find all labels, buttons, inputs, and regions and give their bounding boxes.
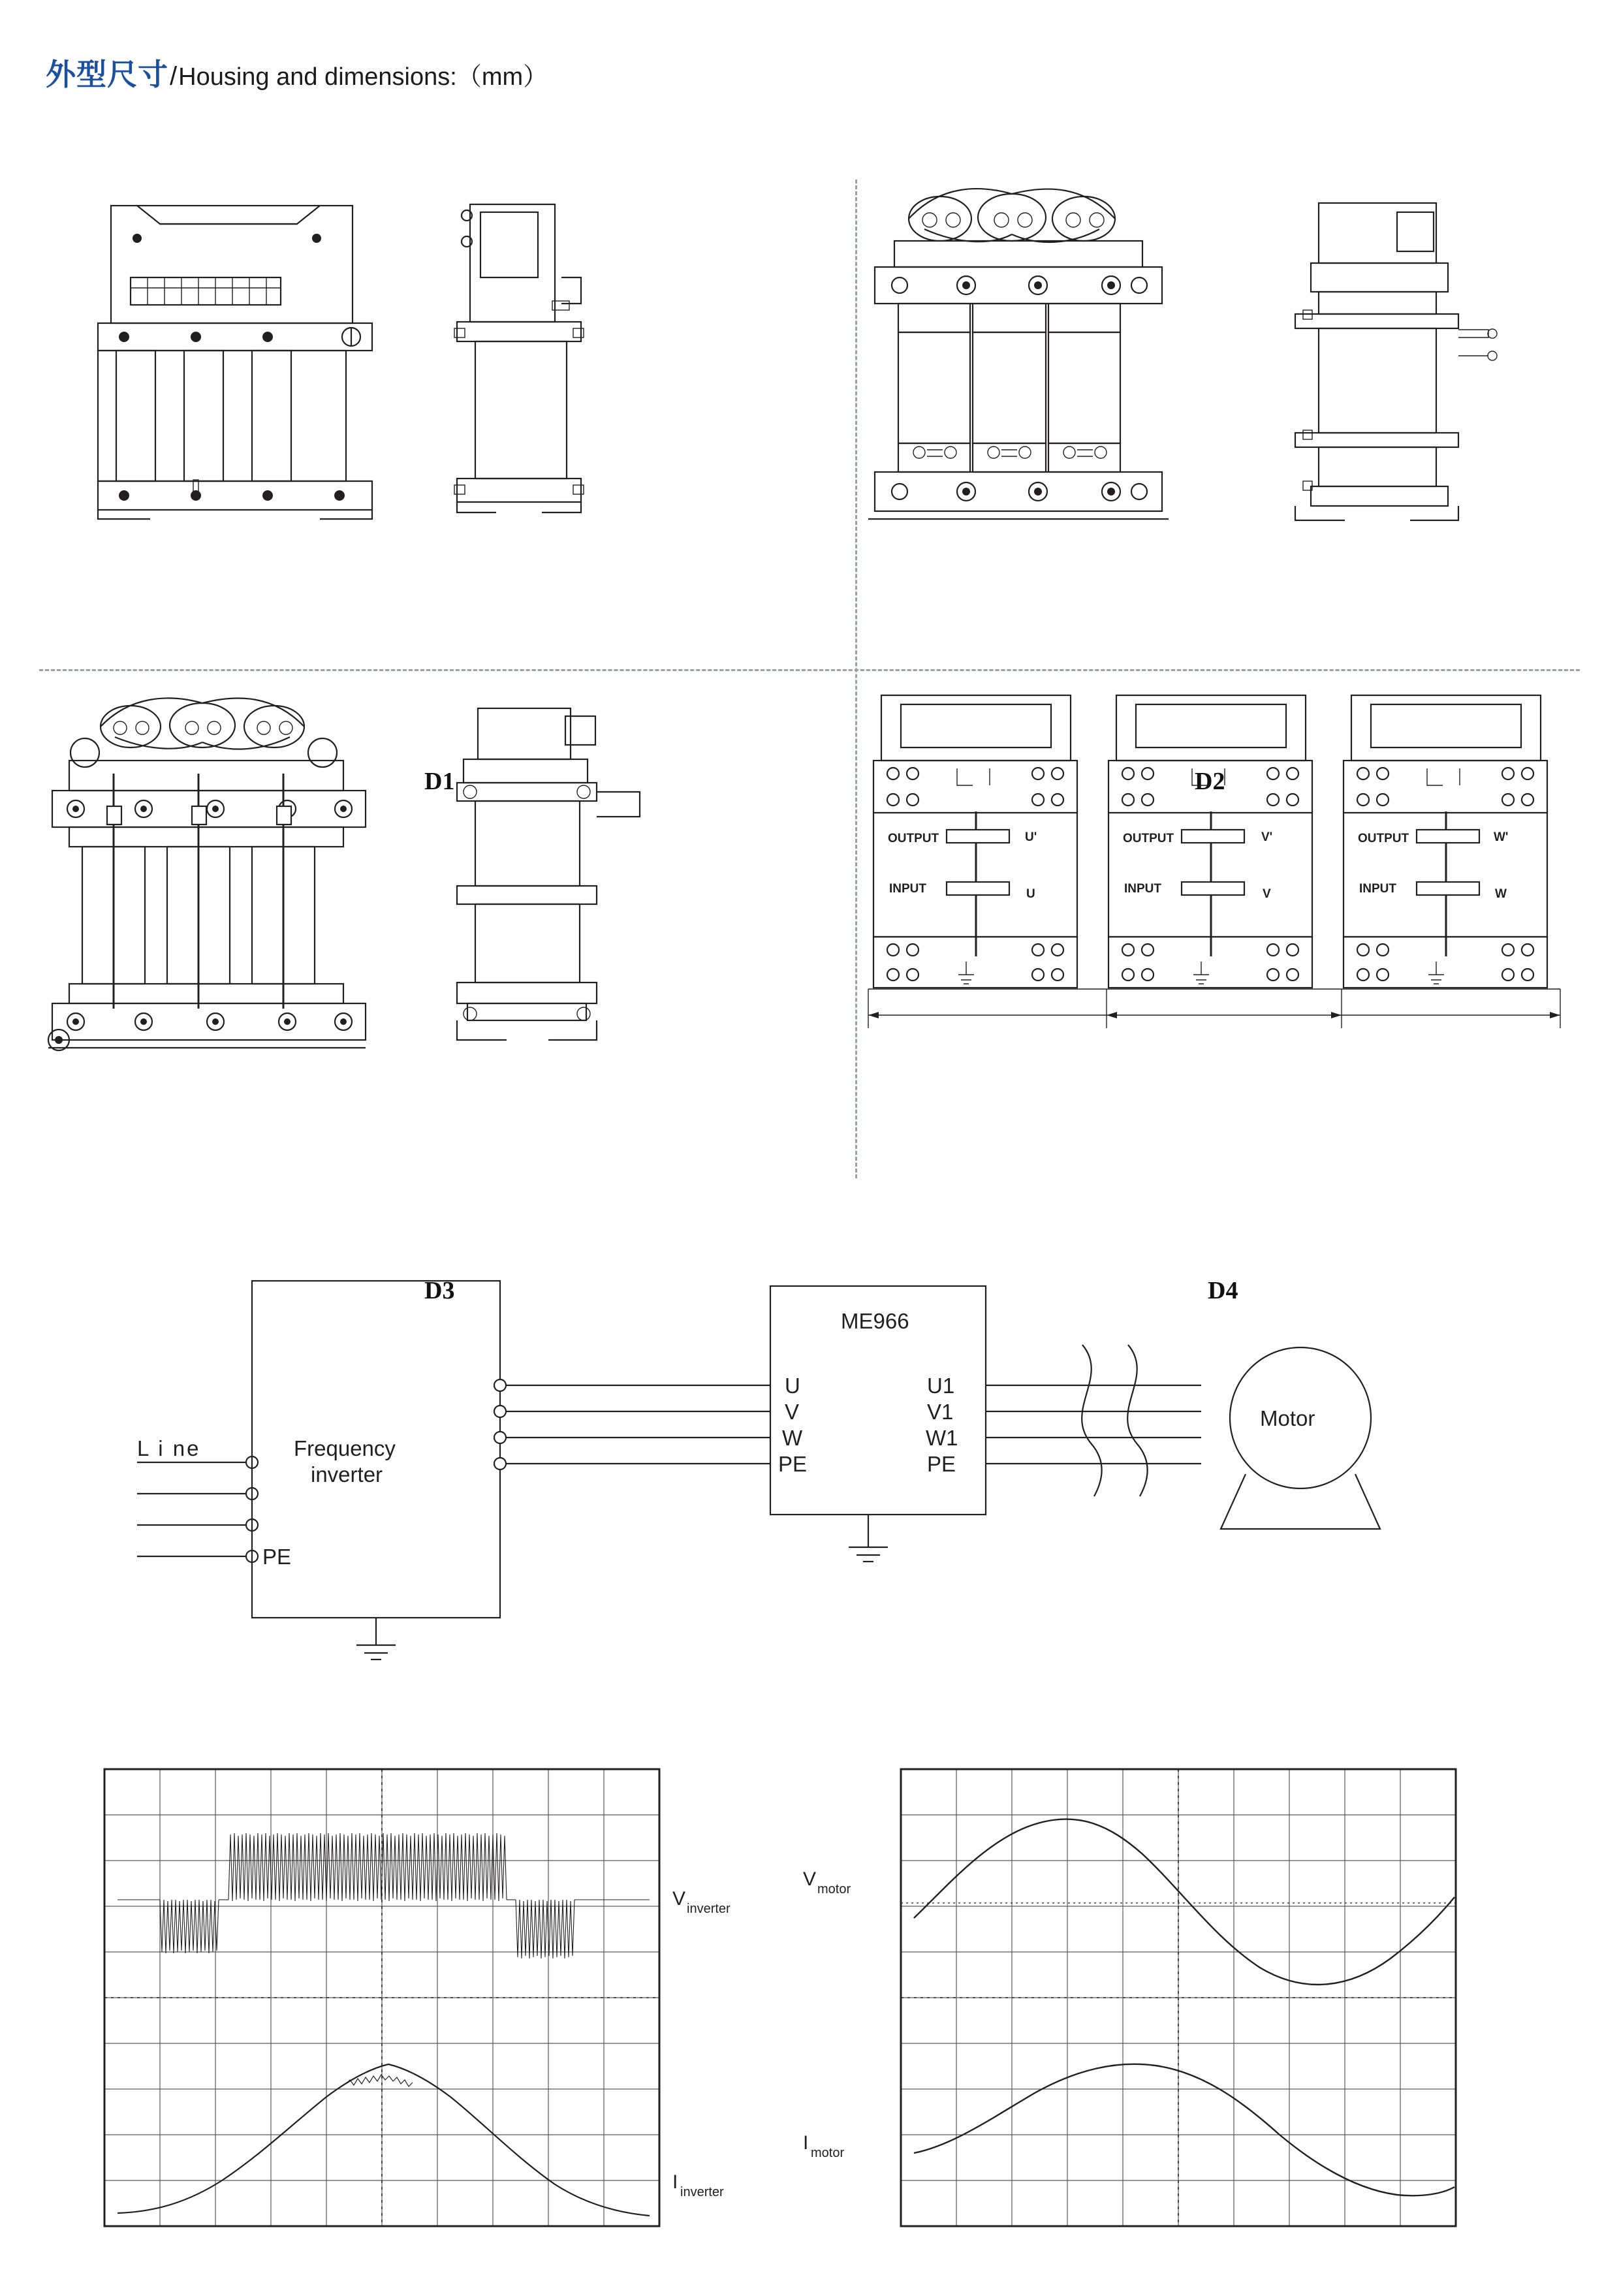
- filter-input-pe: PE: [778, 1452, 808, 1476]
- motor-label: Motor: [1260, 1406, 1315, 1430]
- svg-text:W': W': [1494, 830, 1509, 844]
- inverter-label-line1: Frequency: [294, 1436, 396, 1460]
- grid-vertical-divider: [855, 180, 857, 1178]
- filter-input-v: V: [785, 1400, 800, 1424]
- d3-front-view: [48, 698, 366, 1050]
- filter-block: [770, 1286, 986, 1562]
- d4-module-1: [873, 695, 1077, 988]
- filter-output-w1: W1: [926, 1426, 958, 1450]
- grid-horizontal-divider: [39, 669, 1580, 671]
- filter-output-u1: U1: [927, 1374, 955, 1398]
- inverter-label-line2: inverter: [311, 1462, 383, 1486]
- figure-d3: [39, 682, 810, 1178]
- d2-side-view: [1295, 203, 1497, 520]
- figure-label-d4: D4: [1208, 1277, 1238, 1304]
- line-pe-label: PE: [262, 1545, 292, 1569]
- frequency-inverter-block: [252, 1281, 500, 1659]
- filter-to-motor-cable: [986, 1345, 1201, 1496]
- svg-text:INPUT: INPUT: [889, 882, 926, 896]
- scope-right-trace2-sub: motor: [811, 2146, 845, 2160]
- scope-right-trace2-symbol: I: [803, 2132, 809, 2154]
- filter-label: ME966: [841, 1309, 909, 1333]
- filter-output-v1: V1: [927, 1400, 954, 1424]
- d3-side-view: [457, 708, 640, 1040]
- page-title: [46, 51, 548, 94]
- filter-output-pe: PE: [927, 1452, 956, 1476]
- page-title-separator: /: [170, 62, 178, 91]
- svg-text:OUTPUT: OUTPUT: [1358, 832, 1409, 845]
- svg-text:OUTPUT: OUTPUT: [888, 832, 939, 845]
- svg-text:V: V: [1263, 887, 1271, 901]
- figure-d4: [862, 682, 1619, 1178]
- svg-text:W: W: [1495, 887, 1507, 901]
- filter-input-w: W: [782, 1426, 803, 1450]
- figure-d2: [862, 173, 1619, 656]
- wiring-line-inputs: [137, 1436, 291, 1569]
- page-title-english: Housing and dimensions:（mm）: [178, 63, 548, 91]
- scope-right-trace1-sub: motor: [817, 1882, 851, 1896]
- svg-text:INPUT: INPUT: [1124, 882, 1161, 896]
- oscilloscope-figures: [98, 1763, 1534, 2246]
- scope-right: [803, 1769, 1456, 2226]
- figure-label-d3: D3: [424, 1277, 455, 1304]
- svg-text:INPUT: INPUT: [1359, 882, 1396, 896]
- d2-front-view: [868, 189, 1169, 519]
- svg-text:U': U': [1025, 830, 1037, 844]
- d4-dimension-line: [868, 989, 1560, 1028]
- scope-left-trace2-symbol: I: [672, 2171, 678, 2193]
- d1-front-view: [98, 206, 372, 519]
- d4-module-2: [1108, 695, 1312, 988]
- scope-left-trace2-sub: inverter: [680, 2185, 724, 2199]
- inverter-to-filter-wires: [494, 1379, 770, 1470]
- line-label: L i ne: [137, 1436, 201, 1460]
- svg-text:OUTPUT: OUTPUT: [1123, 832, 1174, 845]
- scope-left-trace1-symbol: V: [672, 1888, 686, 1910]
- d1-side-view: [454, 204, 584, 512]
- svg-text:V': V': [1261, 830, 1273, 844]
- page-title-chinese: 外型尺寸: [46, 57, 168, 91]
- figure-label-d2: D2: [1195, 768, 1225, 795]
- wiring-diagram: [118, 1266, 1541, 1671]
- svg-text:U: U: [1026, 887, 1035, 901]
- scope-left: [104, 1769, 731, 2226]
- scope-left-trace1-sub: inverter: [687, 1902, 731, 1916]
- dimension-drawings-grid: [39, 166, 1580, 1304]
- scope-right-trace1-symbol: V: [803, 1868, 817, 1890]
- motor-block: [1221, 1347, 1380, 1529]
- figure-label-d1: D1: [424, 768, 455, 795]
- figure-d1: [39, 173, 810, 656]
- filter-input-u: U: [785, 1374, 800, 1398]
- d4-module-3: [1344, 695, 1547, 988]
